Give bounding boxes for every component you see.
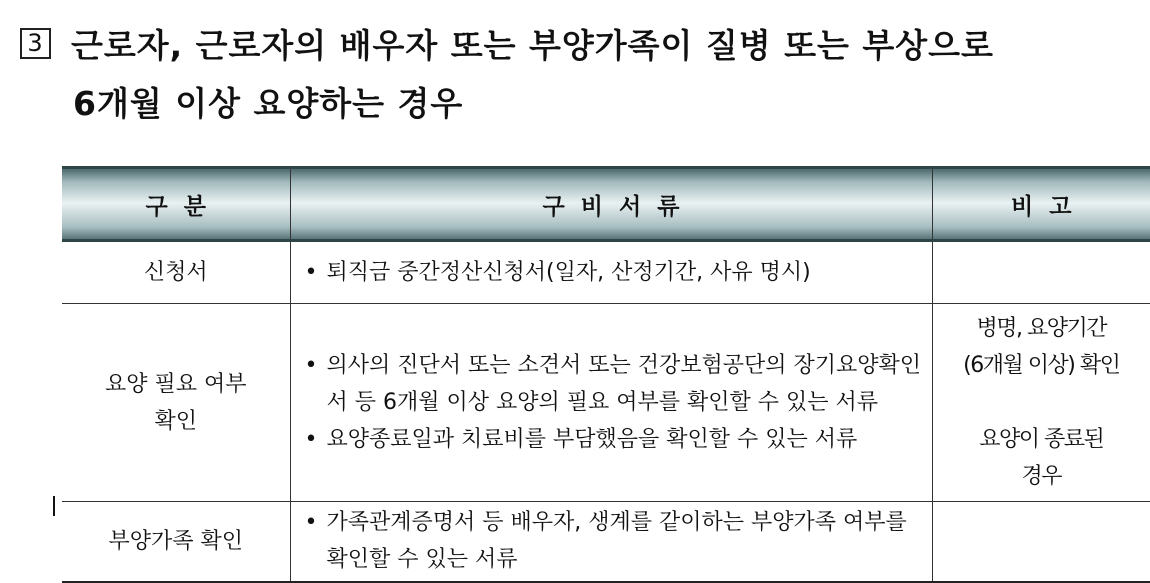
- heading-line-2: [20, 72, 1145, 130]
- note-line: 병명, 요양기간: [933, 310, 1150, 347]
- bullet-mark: •: [305, 504, 327, 541]
- document-text: 가족관계증명서 등 배우자, 생계를 같이하는 부양가족 여부를 확인할 수 있는 서류: [327, 504, 922, 578]
- section-number-box: 3: [20, 28, 51, 59]
- row-category: [62, 304, 290, 502]
- document-text: 의사의 진단서 또는 소견서 또는 건강보험공단의 장기요양확인서 등 6개월 이상 요양의 필요 여부를 확인할 수 있는 서류: [327, 347, 922, 421]
- bullet-mark: •: [305, 254, 327, 291]
- document-text: 요양종료일과 치료비를 부담했음을 확인할 수 있는 서류: [327, 421, 922, 458]
- heading-line-1: [20, 14, 1145, 72]
- row-category: 부양가족 확인: [62, 502, 290, 582]
- bullet-mark: •: [305, 347, 327, 384]
- heading-title-line-2: 6개월 이상 요양하는 경우: [73, 78, 463, 125]
- row-category: 신청서: [62, 241, 290, 304]
- bullet-mark: •: [305, 421, 327, 458]
- header-notes: 비 고: [932, 168, 1150, 241]
- table-header-row: [62, 168, 1150, 241]
- text-cursor: [53, 496, 55, 516]
- row-documents: [290, 502, 932, 582]
- header-category: 구 분: [62, 168, 290, 241]
- row-documents: [290, 241, 932, 304]
- header-documents: 구 비 서 류: [290, 168, 932, 241]
- heading-title-line-1: 근로자, 근로자의 배우자 또는 부양가족이 질병 또는 부상으로: [71, 20, 994, 67]
- note-line: 요양이 종료된: [933, 421, 1150, 458]
- document-item: [305, 421, 922, 458]
- section-heading: [20, 14, 1145, 130]
- row-notes: [932, 241, 1150, 304]
- document-item: [305, 347, 922, 421]
- row-notes: [932, 304, 1150, 502]
- note-line: (6개월 이상) 확인: [933, 347, 1150, 384]
- document-text: 퇴직금 중간정산신청서(일자, 산정기간, 사유 명시): [327, 254, 922, 291]
- table-row: [62, 502, 1150, 582]
- documents-table: [62, 166, 1150, 583]
- category-line: 요양 필요 여부: [62, 366, 290, 403]
- document-item: [305, 504, 922, 578]
- row-documents: [290, 304, 932, 502]
- document-item: [305, 254, 922, 291]
- row-notes: [932, 502, 1150, 582]
- note-spacer: [933, 384, 1150, 421]
- category-line: 확인: [62, 403, 290, 440]
- note-line: 경우: [933, 458, 1150, 495]
- table-row: [62, 241, 1150, 304]
- table-row: [62, 304, 1150, 502]
